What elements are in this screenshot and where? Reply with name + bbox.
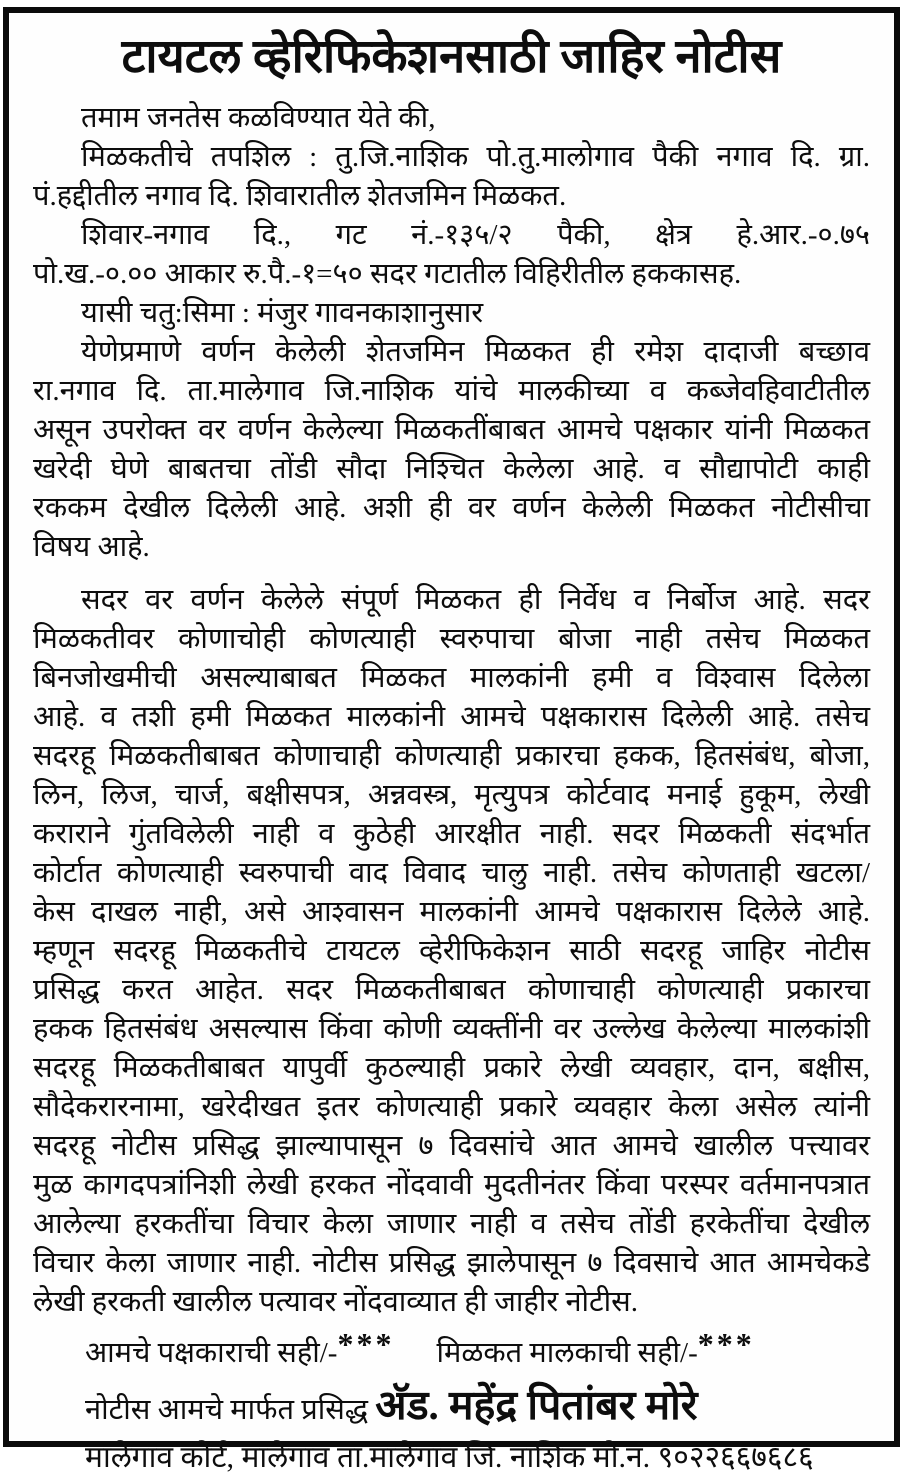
notice-title: टायटल व्हेरिफिकेशनसाठी जाहिर नोटीस (121, 31, 782, 83)
notice-line: असून उपरोक्त वर वर्णन केलेल्या मिळकतींबाबत आमचे पक्षकार यांनी मिळकत (33, 414, 870, 446)
notice-line: येणेप्रमाणे वर्णन केलेली शेतजमिन मिळकत ही रमेश दादाजी बच्छाव (81, 336, 870, 368)
notice-line: लिन, लिज, चार्ज, बक्षीसपत्र, अन्नवस्त्र, मृत्युपत्र कोर्टवाद मनाई हुकूम, लेखी (33, 779, 870, 811)
notice-line: शिवार-नगाव दि., गट नं.-१३५/२ पैकी, क्षेत्र हे.आर.-०.७५ (81, 219, 870, 251)
notice-line: खरेदी घेणे बाबतचा तोंडी सौदा निश्चित केलेला आहे. व सौद्यापोटी काही (33, 453, 870, 485)
notice-line: आहे. व तशी हमी मिळकत मालकांनी आमचे पक्षकारास दिलेली आहे. तसेच (33, 701, 870, 733)
notice-line: म्हणून सदरहू मिळकतीचे टायटल व्हेरीफिकेशन साठी सदरहू जाहिर नोटीस (33, 935, 870, 967)
notice-line: रककम देखील दिलेली आहे. अशी ही वर वर्णन केलेली मिळकत नोटीसीचा (33, 492, 870, 524)
notice-line: सौदेकरारनामा, खरेदीखत इतर कोणत्याही प्रकारे व्यवहार केला असेल त्यांनी (33, 1091, 870, 1123)
advocate-name: अ‍ॅड. महेंद्र पितांबर मोरे (375, 1382, 698, 1428)
notice-line: आलेल्या हरकतींचा विचार केला जाणार नाही व तसेच तोंडी हरकेतींचा देखील (33, 1208, 870, 1240)
notice-page (3, 7, 900, 1474)
notice-line: कोर्टात कोणत्याही स्वरुपाची वाद विवाद चालु नाही. तसेच कोणताही खटला/ (33, 857, 870, 889)
notice-line: मुळ कागदपत्रांनिशी लेखी हरकत नोंदवावी मुदतीनंतर किंवा परस्पर वर्तमानपत्रात (33, 1169, 870, 1201)
notice-line: मिळकतीवर कोणाचोही कोणत्याही स्वरुपाचा बोजा नाही तसेच मिळकत (33, 623, 870, 655)
owner-signature-label: मिळकत मालकाची सही/- (436, 1337, 698, 1369)
notice-line: सदर वर वर्णन केलेले संपूर्ण मिळकत ही निर्वेध व निर्बोज आहे. सदर (81, 584, 870, 616)
party-signature-stars: *** (337, 1326, 395, 1362)
notice-line: कराराने गुंतविलेली नाही व कुठेही आरक्षीत नाही. सदर मिळकती संदर्भात (33, 818, 870, 850)
notice-line: हकक हितसंबंध असल्यास किंवा कोणी व्यक्तींनी वर उल्लेख केलेल्या मालकांशी (33, 1013, 870, 1045)
notice-line: केस दाखल नाही, असे आश्वासन मालकांनी आमचे पक्षकारास दिलेले आहे. (33, 896, 870, 928)
notice-line: पो.ख.-०.०० आकार रु.पै.-१=५० सदर गटातील विहिरीतील हककासह. (33, 258, 742, 290)
notice-line: प्रसिद्ध करत आहेत. सदर मिळकतीबाबत कोणाचाही कोणत्याही प्रकारचा (33, 974, 870, 1006)
notice-line: सदरहू मिळकतीबाबत कोणाचाही कोणत्याही प्रकारचा हकक, हितसंबंध, बोजा, (33, 740, 870, 772)
notice-body (33, 99, 870, 1322)
notice-line: यासी चतु:सिमा : मंजुर गावनकाशानुसार (81, 297, 484, 329)
notice-line: तमाम जनतेस कळविण्यात येते की, (81, 102, 436, 134)
notice-line: पं.हद्दीतील नगाव दि. शिवारातील शेतजमिन मिळकत. (33, 180, 567, 212)
notice-line: लेखी हरकती खालील पत्यावर नोंदवाव्यात ही जाहीर नोटीस. (33, 1286, 639, 1318)
notice-line: विषय आहे. (33, 531, 150, 563)
notice-line: सदरहू नोटीस प्रसिद्ध झाल्यापासून ७ दिवसांचे आत आमचे खालील पत्त्यावर (33, 1130, 870, 1162)
publisher-row (33, 1378, 870, 1437)
notice-line: बिनजोखमीची असल्याबाबत मिळकत मालकांनी हमी व विश्वास दिलेला (33, 662, 870, 694)
publisher-address: मालेगाव कोर्ट, मालेगाव ता.मालेगाव जि. नाशिक मो.नं. ९०२२६६७६८६ (85, 1441, 814, 1474)
owner-signature-stars: *** (697, 1326, 755, 1362)
notice-line: सदरहू मिळकतीबाबत यापुर्वी कुठल्याही प्रकारे लेखी व्यवहार, दान, बक्षीस, (33, 1052, 870, 1084)
notice-line: मिळकतीचे तपशिल : तु.जि.नाशिक पो.तु.मालोगाव पैकी नगाव दि. ग्रा. (81, 141, 870, 173)
notice-line: विचार केला जाणार नाही. नोटीस प्रसिद्ध झालेपासून ७ दिवसाचे आत आमचेकडे (33, 1247, 870, 1279)
party-signature-label: आमचे पक्षकाराची सही/- (85, 1337, 338, 1369)
notice-line: रा.नगाव दि. ता.मालेगाव जि.नाशिक यांचे मालकीच्या व कब्जेवहिवाटीतील (33, 375, 870, 407)
publisher-prefix: नोटीस आमचे मार्फत प्रसिद्ध (85, 1394, 376, 1426)
signature-row (33, 1328, 870, 1376)
